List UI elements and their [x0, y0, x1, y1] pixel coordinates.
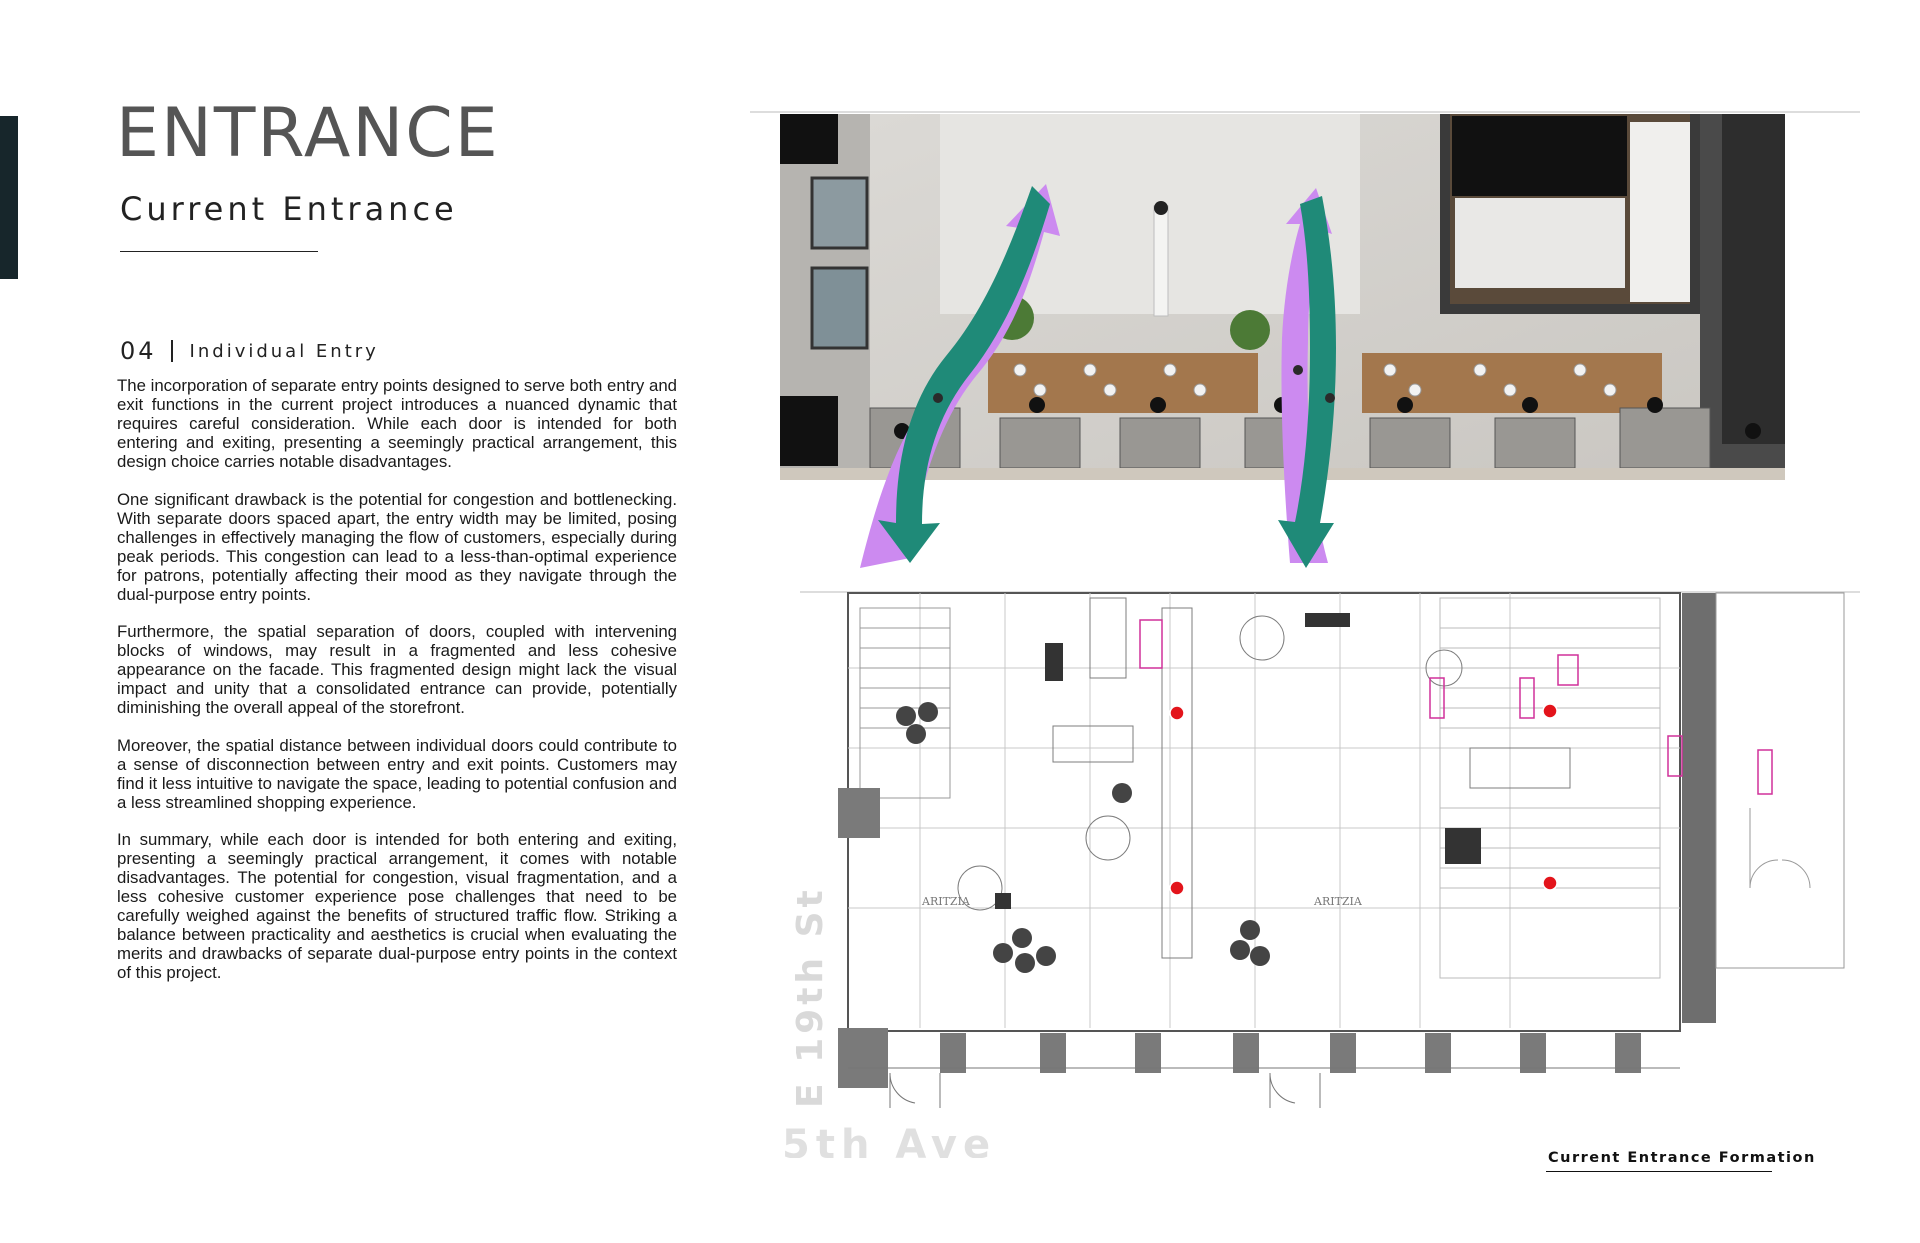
section-label: Individual Entry: [189, 340, 379, 362]
street-label-front: 5th Ave: [782, 1122, 997, 1158]
caption-underline: [1546, 1171, 1772, 1172]
paragraph-4: Moreover, the spatial distance between individual doors could contribute to a sense of disconnection between entry and exit points. Customers may find it less intuitive to navigate the space, leading to potential confusion and a less streamlined shopping experience.: [117, 735, 677, 812]
entrance-illustration: [750, 108, 1860, 1158]
paragraph-1: The incorporation of separate entry points designed to serve both entry and exit functions in the current project introduces a nuanced dynamic that requires careful consideration. While each door is intended for both entering and exiting, presenting a seemingly practical arrangement, this design choice carries notable disadvantages.: [117, 376, 677, 471]
section-divider: [171, 340, 173, 362]
paragraph-3: Furthermore, the spatial separation of doors, coupled with intervening blocks of windows, may result in a fragmented and less cohesive appearance on the facade. This fragmented design might lack the visual impact and unity that a consolidated entrance can provide, potentially diminishing the overall appeal of the storefront.: [117, 622, 677, 717]
paragraph-2: One significant drawback is the potential for congestion and bottlenecking. With separate doors spaced apart, the entry width may be limited, posing challenges in effectively managing the flow of customers, especially during peak periods. This congestion can lead to a less-than-optimal experience for patrons, potentially affecting their mood as they navigate through the dual-purpose entry points.: [117, 489, 677, 604]
section-number: 04: [120, 337, 157, 365]
street-label-side: E 19th St: [790, 886, 831, 1108]
brand-label-left: ARITZIA: [922, 895, 970, 908]
body-text: [117, 376, 677, 1001]
accent-bar: [0, 116, 18, 279]
figure-caption: Current Entrance Formation: [1548, 1150, 1816, 1166]
render-view: [750, 112, 1860, 568]
brand-label-right: ARITZIA: [1314, 895, 1362, 908]
page-title: ENTRANCE: [116, 94, 500, 173]
title-underline: [120, 251, 318, 252]
paragraph-5: In summary, while each door is intended for both entering and exiting, presenting a seemingly practical arrangement, it comes with notable disadvantages. The potential for congestion, visual fragmentation, and a less cohesive customer experience pose challenges that need to be carefully weighed against the benefits of structured traffic flow. Striking a balance between practicality and aesthetics is crucial when evaluating the merits and drawbacks of separate dual-purpose entry points in the context of this project.: [117, 830, 677, 982]
section-heading: [120, 337, 379, 365]
floor-plan: [800, 592, 1860, 1108]
entrance-figure: [750, 108, 1860, 1158]
page-subtitle: Current Entrance: [120, 190, 458, 228]
